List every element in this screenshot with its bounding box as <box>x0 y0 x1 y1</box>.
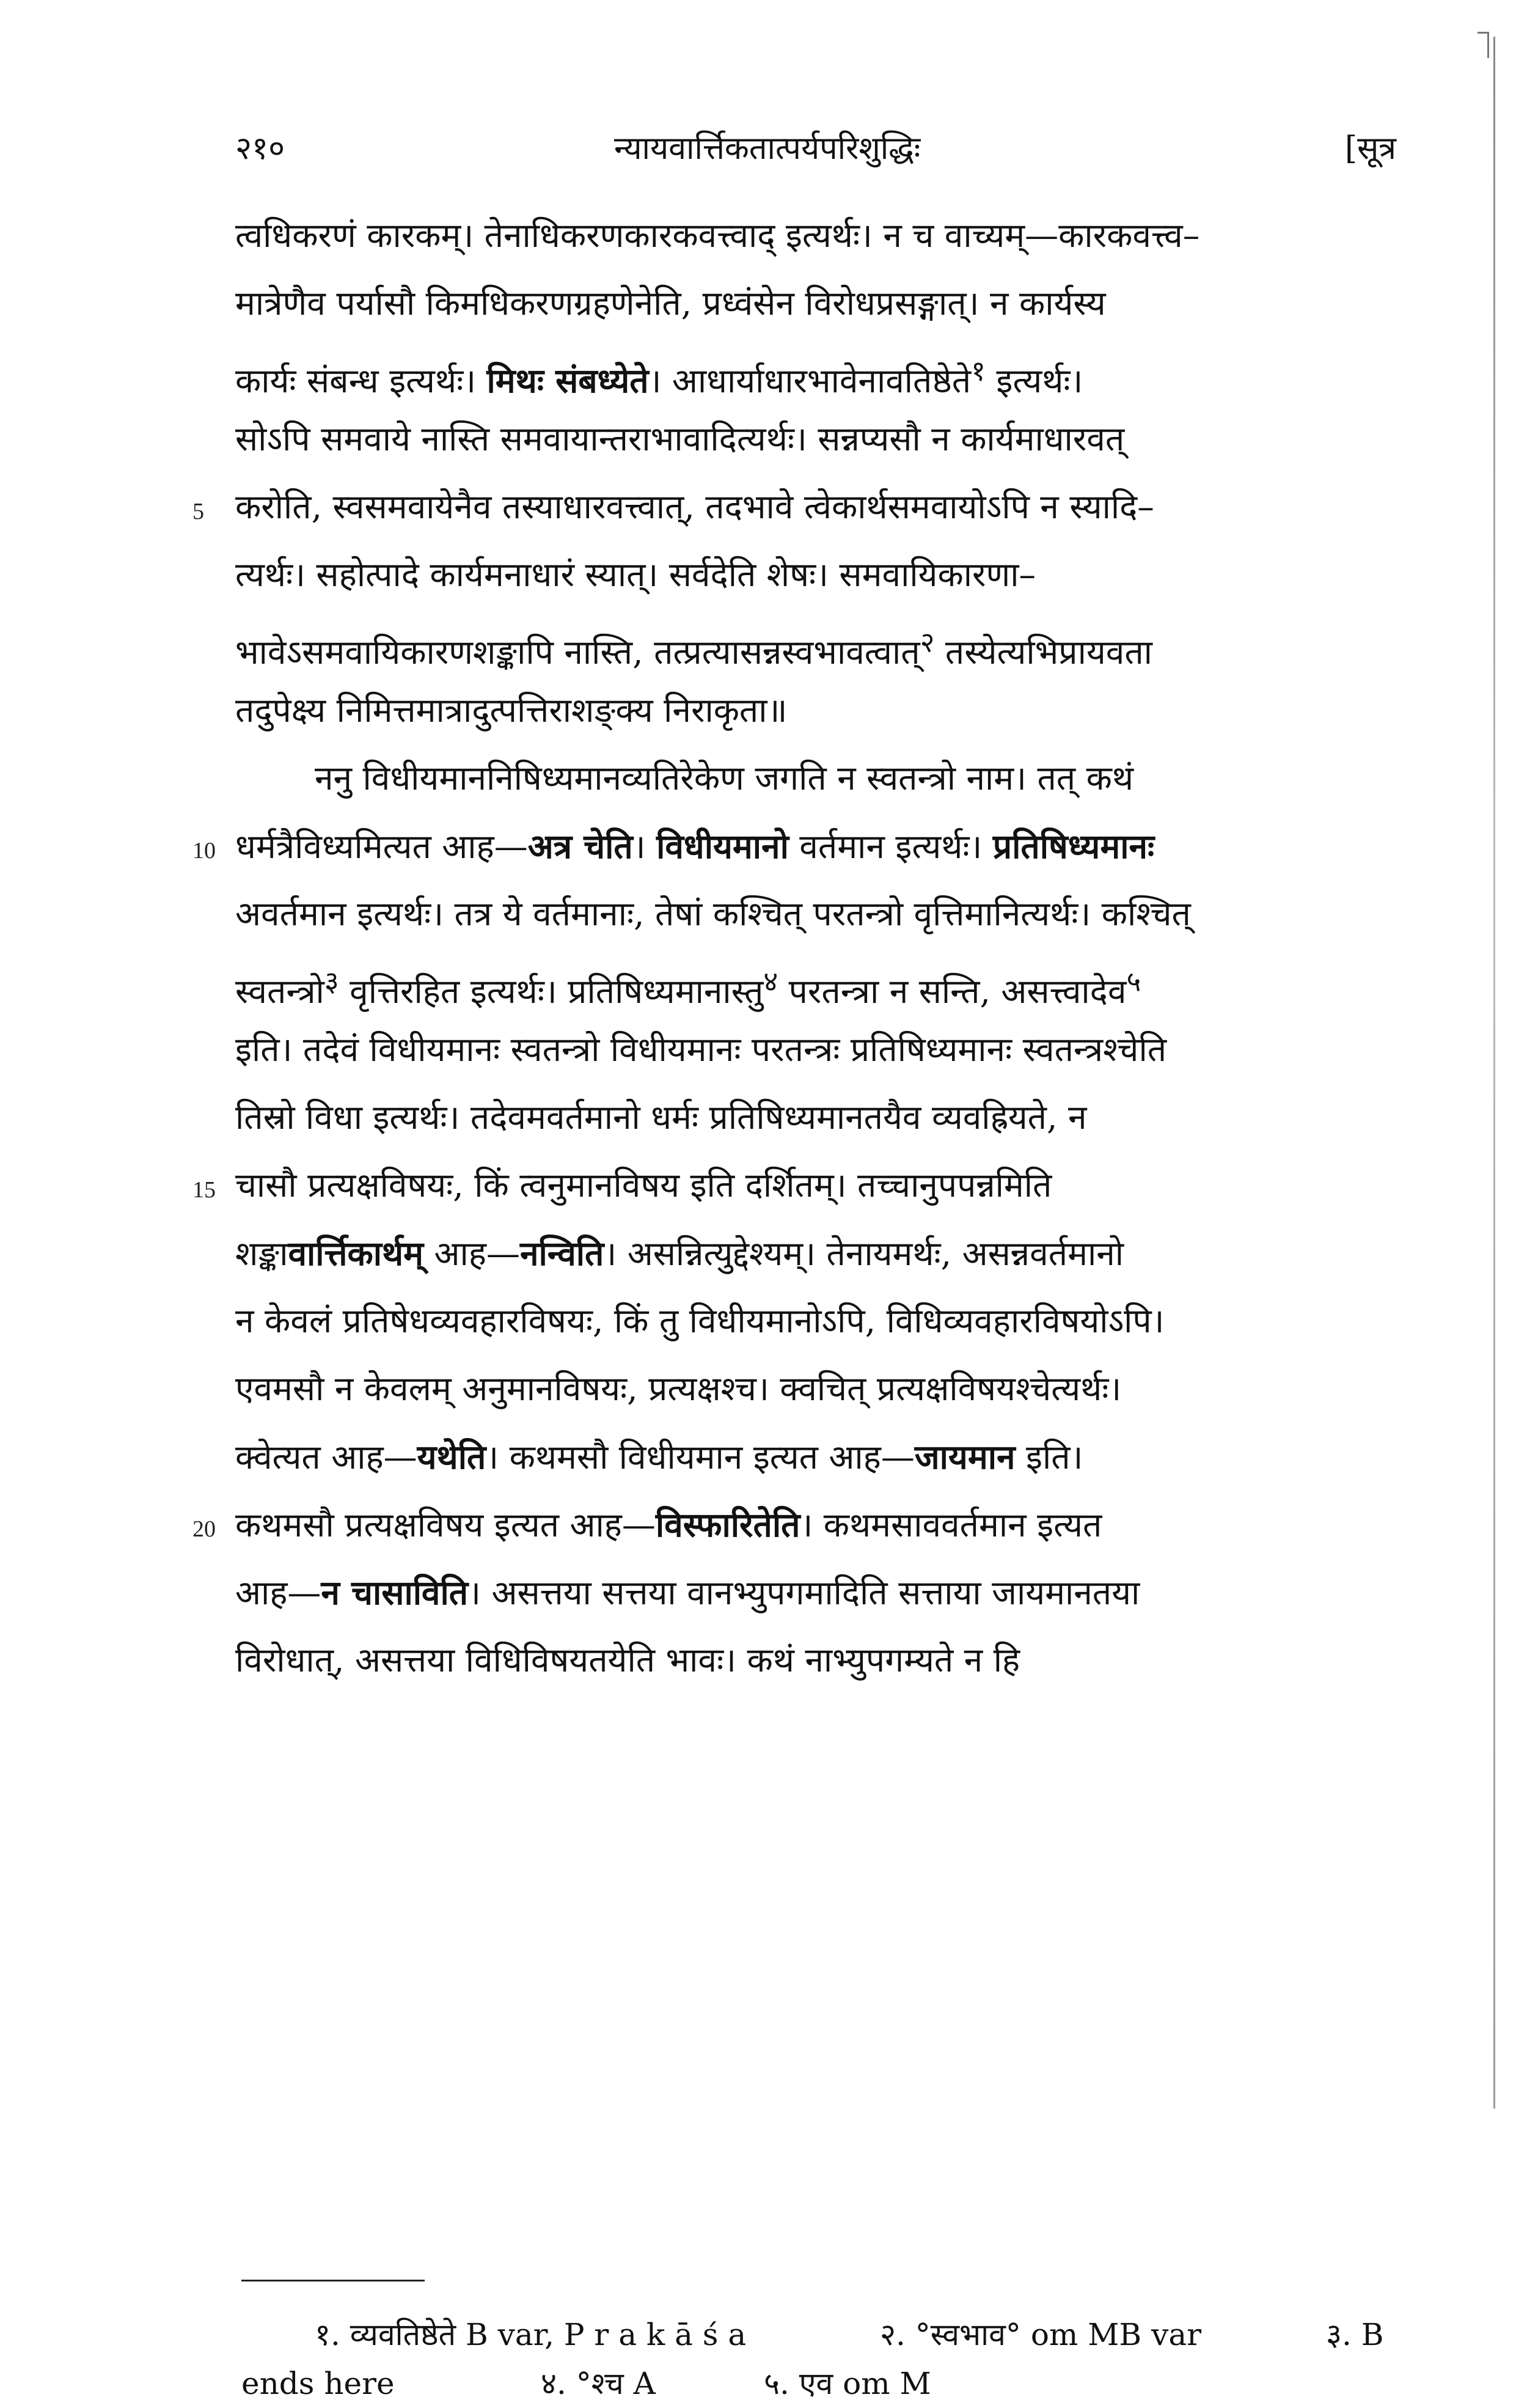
footnote-3-cont: ends here <box>241 2366 395 2401</box>
footnote-3: ३. B <box>1326 2317 1384 2352</box>
line-text: अवर्तमान इत्यर्थः। तत्र ये वर्तमानाः, तेषां कश्चित् परतन्त्रो वृत्तिमानित्यर्थः। कश्चित् <box>235 894 1191 933</box>
line-text: भावेऽसमवायिकारणशङ्कापि नास्ति, तत्प्रत्यासन्नस्वभावत्वात्$^२$ तस्येत्यभिप्रायवता <box>235 626 1152 672</box>
commentary-text <box>192 202 1396 1694</box>
footnotes <box>241 2310 1390 2408</box>
text-line <box>235 1219 1396 1287</box>
section-reference: [सूत्र <box>1344 130 1396 167</box>
line-text: इति। तदेवं विधीयमानः स्वतन्त्रो विधीयमानः परतन्त्रः प्रतिषिध्यमानः स्वतन्त्रश्चेति <box>235 1030 1167 1069</box>
text-line <box>235 1287 1396 1355</box>
line-text: मात्रेणैव पर्यासौ किमधिकरणग्रहणेनेति, प्रध्वंसेन विरोधप्रसङ्गात्। न कार्यस्य <box>235 284 1106 323</box>
line-text: शङ्कावार्त्तिकार्थम् आह—नन्विति। असन्नित्युद्देश्यम्। तेनायमर्थः, असन्नवर्तमानो <box>235 1233 1124 1273</box>
line-text: तदुपेक्ष्य निमित्तमात्रादुत्पत्तिराशङ्क्य निराकृता॥ <box>235 691 788 730</box>
line-text: ननु विधीयमाननिषिध्यमानव्यतिरेकेण जगति न स्वतन्त्रो नाम। तत् कथं <box>315 758 1134 798</box>
line-text: आह—न चासाविति। असत्तया सत्तया वानभ्युपगमादिति सत्ताया जायमानतया <box>235 1573 1140 1612</box>
page-corner-mark <box>1478 32 1489 58</box>
footnote-5: ५. एव om M <box>764 2366 931 2401</box>
text-line <box>235 609 1396 677</box>
line-text: करोति, स्वसमवायेनैव तस्याधारवत्त्वात्, तदभावे त्वेकार्थसमवायोऽपि न स्यादि– <box>235 487 1154 526</box>
line-text: चासौ प्रत्यक्षविषयः, किं त्वनुमानविषय इति दर्शितम्। तच्चानुपपन्नमिति <box>235 1165 1052 1205</box>
line-text: सोऽपि समवाये नास्ति समवायान्तराभावादित्यर्थः। सन्नप्यसौ न कार्यमाधारवत् <box>235 419 1125 458</box>
text-line <box>235 1626 1396 1694</box>
line-text: विरोधात्, असत्तया विधिविषयतयेति भावः। कथं नाभ्युपगम्यते न हि <box>235 1640 1020 1679</box>
text-line <box>235 744 1396 812</box>
text-line <box>235 1558 1396 1626</box>
text-line <box>235 1084 1396 1151</box>
line-number: 5 <box>192 499 204 524</box>
line-text: क्वेत्यत आह—यथेति। कथमसौ विधीयमान इत्यत आह—जायमान इति। <box>235 1437 1083 1477</box>
line-text: एवमसौ न केवलम् अनुमानविषयः, प्रत्यक्षश्च। क्वचित् प्रत्यक्षविषयश्चेत्यर्थः। <box>235 1369 1122 1408</box>
text-line <box>235 270 1396 337</box>
line-text: त्वधिकरणं कारकम्। तेनाधिकरणकारकवत्त्वाद् इत्यर्थः। न च वाच्यम्—कारकवत्त्व– <box>235 216 1200 255</box>
text-line <box>235 1423 1396 1491</box>
footnote-1: १. व्यवतिष्ठेते B var, P r a k ā ś a <box>315 2317 747 2352</box>
text-line <box>192 812 1396 880</box>
text-line <box>235 541 1396 609</box>
line-number: 15 <box>192 1177 216 1203</box>
text-line <box>235 337 1396 405</box>
footnote-line <box>241 2310 1390 2359</box>
text-line <box>192 1491 1396 1558</box>
footnote-4: ४. °श्च A <box>541 2366 656 2401</box>
page-number: २१० <box>235 130 285 167</box>
line-text: कथमसौ प्रत्यक्षविषय इत्यत आह—विस्फारितेति। कथमसाववर्तमान इत्यत <box>235 1505 1102 1544</box>
running-title: न्यायवार्त्तिकतात्पर्यपरिशुद्धिः <box>614 130 921 167</box>
text-line <box>235 405 1396 473</box>
line-text: धर्मत्रैविध्यमित्यत आह—अत्र चेति। विधीयमानो वर्तमान इत्यर्थः। प्रतिषिध्यमानः <box>235 826 1155 866</box>
page-edge-shadow <box>1493 37 1495 2109</box>
text-line <box>192 473 1396 541</box>
footnote-divider <box>241 2280 425 2281</box>
page-header <box>235 125 1396 174</box>
text-line <box>235 202 1396 270</box>
footnote-line <box>241 2359 1390 2408</box>
line-number: 10 <box>192 838 216 864</box>
text-line <box>235 948 1396 1016</box>
line-text: स्वतन्त्रो$^३$ वृत्तिरहित इत्यर्थः। प्रतिषिध्यमानास्तु$^४$ परतन्त्रा न सन्ति, असत्त्वादेव$^५$ <box>235 965 1141 1011</box>
line-number: 20 <box>192 1516 216 1542</box>
line-text: कार्यः संबन्ध इत्यर्थः। मिथः संबध्येते। आधार्याधारभावेनावतिष्ठेते$^१$ इत्यर्थः। <box>235 354 1083 401</box>
text-line <box>235 880 1396 948</box>
line-text: त्यर्थः। सहोत्पादे कार्यमनाधारं स्यात्। सर्वदेति शेषः। समवायिकारणा– <box>235 555 1036 594</box>
text-line <box>235 677 1396 744</box>
text-line <box>235 1016 1396 1084</box>
line-text: तिस्रो विधा इत्यर्थः। तदेवमवर्तमानो धर्मः प्रतिषिध्यमानतयैव व्यवह्रियते, न <box>235 1098 1087 1137</box>
line-text: न केवलं प्रतिषेधव्यवहारविषयः, किं तु विधीयमानोऽपि, विधिव्यवहारविषयोऽपि। <box>235 1301 1165 1340</box>
text-line <box>192 1151 1396 1219</box>
text-line <box>235 1355 1396 1423</box>
footnote-2: २. °स्वभाव° om MB var <box>880 2317 1202 2352</box>
